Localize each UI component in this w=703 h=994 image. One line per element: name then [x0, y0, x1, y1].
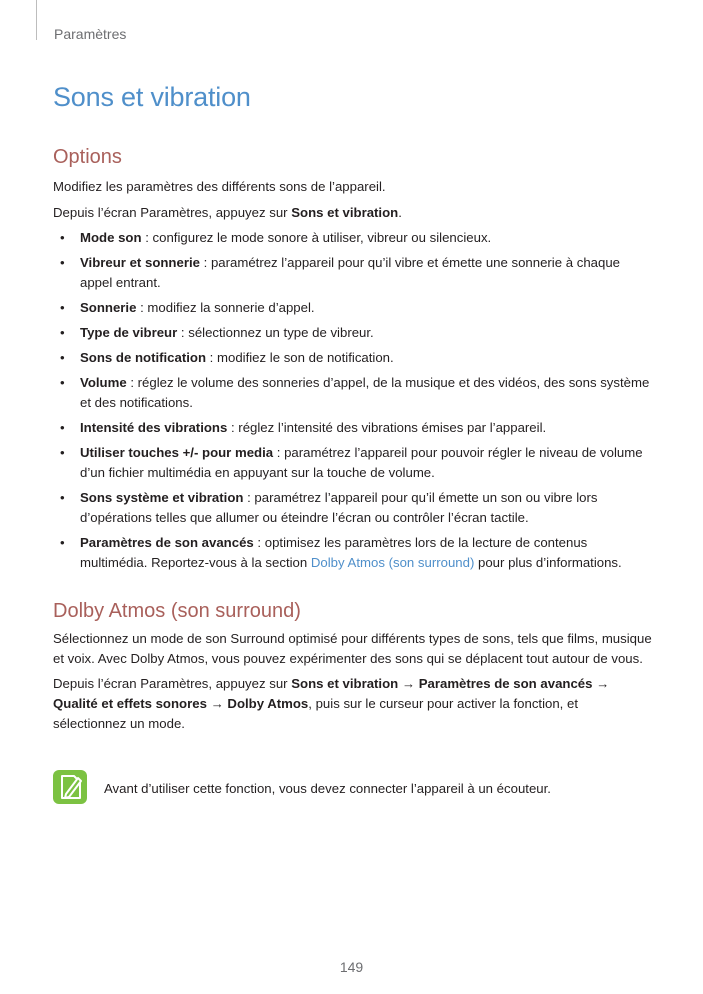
running-header: Paramètres [54, 26, 127, 42]
list-item: • Paramètres de son avancés : optimisez les paramètres lors de la lecture de contenus multimédia. Reportez-vous à la section Dolby Atmos (son surround) pour plus d’informations. [60, 535, 622, 570]
menu-path-sons-vibration: Sons et vibration [291, 205, 399, 220]
dolby-description: Sélectionnez un mode de son Surround optimisé pour différents types de sons, tels que films, musique et voix. Avec Dolby Atmos, vous pouvez expérimenter des sons qui se déplacent tout autour de vous. [53, 631, 652, 666]
options-list [53, 228, 653, 573]
dolby-heading: Dolby Atmos (son surround) [53, 600, 301, 622]
page-title: Sons et vibration [53, 82, 251, 112]
note-pencil-icon [53, 770, 87, 804]
options-instruction: Depuis l’écran Paramètres, appuyez sur Sons et vibration. [53, 205, 402, 220]
list-item: • Sons système et vibration : paramétrez l’appareil pour qu’il émette un son ou vibre lors d’opérations telles que allumer ou éteindre l’écran ou contrôler l’écran tactile. [60, 490, 598, 525]
list-item: • Sonnerie : modifiez la sonnerie d’appel. [60, 300, 315, 315]
list-item: • Vibreur et sonnerie : paramétrez l’appareil pour qu’il vibre et émette une sonnerie à chaque appel entrant. [60, 255, 621, 290]
options-heading: Options [53, 146, 122, 168]
list-item: • Type de vibreur : sélectionnez un type de vibreur. [60, 325, 374, 340]
dolby-section [53, 600, 653, 734]
corner-rule [36, 0, 37, 40]
options-intro: Modifiez les paramètres des différents sons de l’appareil. [53, 179, 386, 194]
page-number: 149 [339, 959, 364, 975]
list-item: • Mode son : configurez le mode sonore à utiliser, vibreur ou silencieux. [60, 230, 492, 245]
dolby-atmos-link[interactable]: Dolby Atmos (son surround) [310, 555, 475, 570]
list-item: • Sons de notification : modifiez le son de notification. [60, 350, 394, 365]
dolby-instructions: Depuis l’écran Paramètres, appuyez sur Sons et vibration → Paramètres de son avancés → Qualité et effets sonores → Dolby Atmos, puis sur le curseur pour activer la fonction, et sélectionnez un mode. [53, 676, 610, 731]
list-item: • Utiliser touches +/- pour media : paramétrez l’appareil pour pouvoir régler le niveau de volume d’un fichier multimédia en appuyant sur la touche de volume. [60, 445, 643, 480]
note-text: Avant d’utiliser cette fonction, vous devez connecter l’appareil à un écouteur. [104, 781, 551, 796]
note-callout [53, 770, 663, 810]
list-item: • Intensité des vibrations : réglez l’intensité des vibrations émises par l’appareil. [60, 420, 547, 435]
list-item: • Volume : réglez le volume des sonneries d’appel, de la musique et des vidéos, des sons système et des notifications. [60, 375, 650, 410]
options-section [53, 146, 653, 573]
